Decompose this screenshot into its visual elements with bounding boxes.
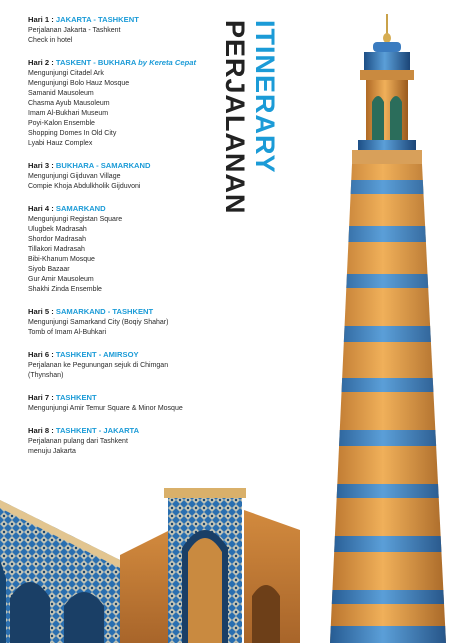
activity-item: Ulugbek Madrasah [28,226,87,233]
day-route: BUKHARA - SAMARKAND [55,161,151,170]
activity-item: Shopping Domes In Old City [28,130,117,137]
day-label: Hari 7 : [28,393,54,402]
madrasah-building [0,488,300,643]
day-heading [28,57,233,68]
activity-item: Perjalanan ke Pegunungan sejuk di Chimgan [28,362,169,369]
day-route: SAMARKAND [55,204,106,213]
day-7 [28,392,233,414]
activity-item: Mengunjungi Bolo Hauz Mosque [28,80,130,87]
day-label: Hari 8 : [28,426,54,435]
day-5 [28,306,233,338]
day-8 [28,425,233,457]
activity-item: Mengunjungi Registan Square [28,216,123,223]
title-perjalanan: PERJALANAN [220,20,250,215]
day-heading [28,306,233,317]
activity-item: Mengunjungi Gijduvan Village [28,173,121,180]
day-label: Hari 2 : [28,58,54,67]
activity-item: Mengunjungi Samarkand City (Boqiy Shahar) [28,319,169,326]
activity-item: Bibi-Khanum Mosque [28,256,95,263]
day-heading [28,392,233,403]
day-heading [28,425,233,436]
activity-item: Tomb of Imam Al-Buhkari [28,329,107,336]
itinerary-list [28,14,233,468]
activity-item: Imam Al-Bukhari Museum [28,110,109,117]
activity-item: Samanid Mausoleum [28,90,94,97]
day-heading [28,160,233,171]
tower-spire [373,14,401,52]
day-heading [28,14,233,25]
day-4 [28,203,233,295]
tower-body [320,164,455,643]
day-route: SAMARKAND - TASHKENT [55,307,154,316]
day-3 [28,160,233,192]
day-route: TASHKENT - AMIRSOY [55,350,139,359]
activity-item: Shakhi Zinda Ensemble [28,286,102,293]
activity-item: Mengunjungi Amir Temur Square & Minor Mosque [28,405,183,412]
title-itinerary: ITINERARY [250,20,280,174]
activity-item: Mengunjungi Citadel Ark [28,70,104,77]
day-route: TASHKENT [55,393,97,402]
day-label: Hari 1 : [28,15,54,24]
activity-item: Perjalanan pulang dari Tashkent [28,438,128,445]
activity-item: Tillakori Madrasah [28,246,85,253]
day-label: Hari 5 : [28,307,54,316]
activity-item: Siyob Bazaar [28,266,70,273]
tower-lantern [352,52,422,164]
day-route: JAKARTA - TASHKENT [55,15,139,24]
activity-item: Poyi-Kalon Ensemble [28,120,95,127]
day-route: TASHKENT - JAKARTA [55,426,140,435]
activity-item: Compie Khoja Abdulkholik Gijduvoni [28,183,141,190]
day-1 [28,14,233,46]
activity-item: Chasma Ayub Mausoleum [28,100,110,107]
activity-item: Lyabi Hauz Complex [28,140,93,147]
activity-item: (Thynshan) [28,372,64,379]
day-heading [28,349,233,360]
activity-item: Gur Amir Mausoleum [28,276,94,283]
day-route-note: by Kereta Cepat [138,58,196,67]
day-route: TASKENT - BUKHARA [55,58,137,67]
day-label: Hari 4 : [28,204,54,213]
day-heading [28,203,233,214]
activity-item: Shordor Madrasah [28,236,86,243]
day-2 [28,57,233,149]
day-label: Hari 6 : [28,350,54,359]
activity-item: menuju Jakarta [28,448,76,455]
day-6 [28,349,233,381]
activity-item: Check in hotel [28,37,73,44]
activity-item: Perjalanan Jakarta - Tashkent [28,27,121,34]
day-label: Hari 3 : [28,161,54,170]
